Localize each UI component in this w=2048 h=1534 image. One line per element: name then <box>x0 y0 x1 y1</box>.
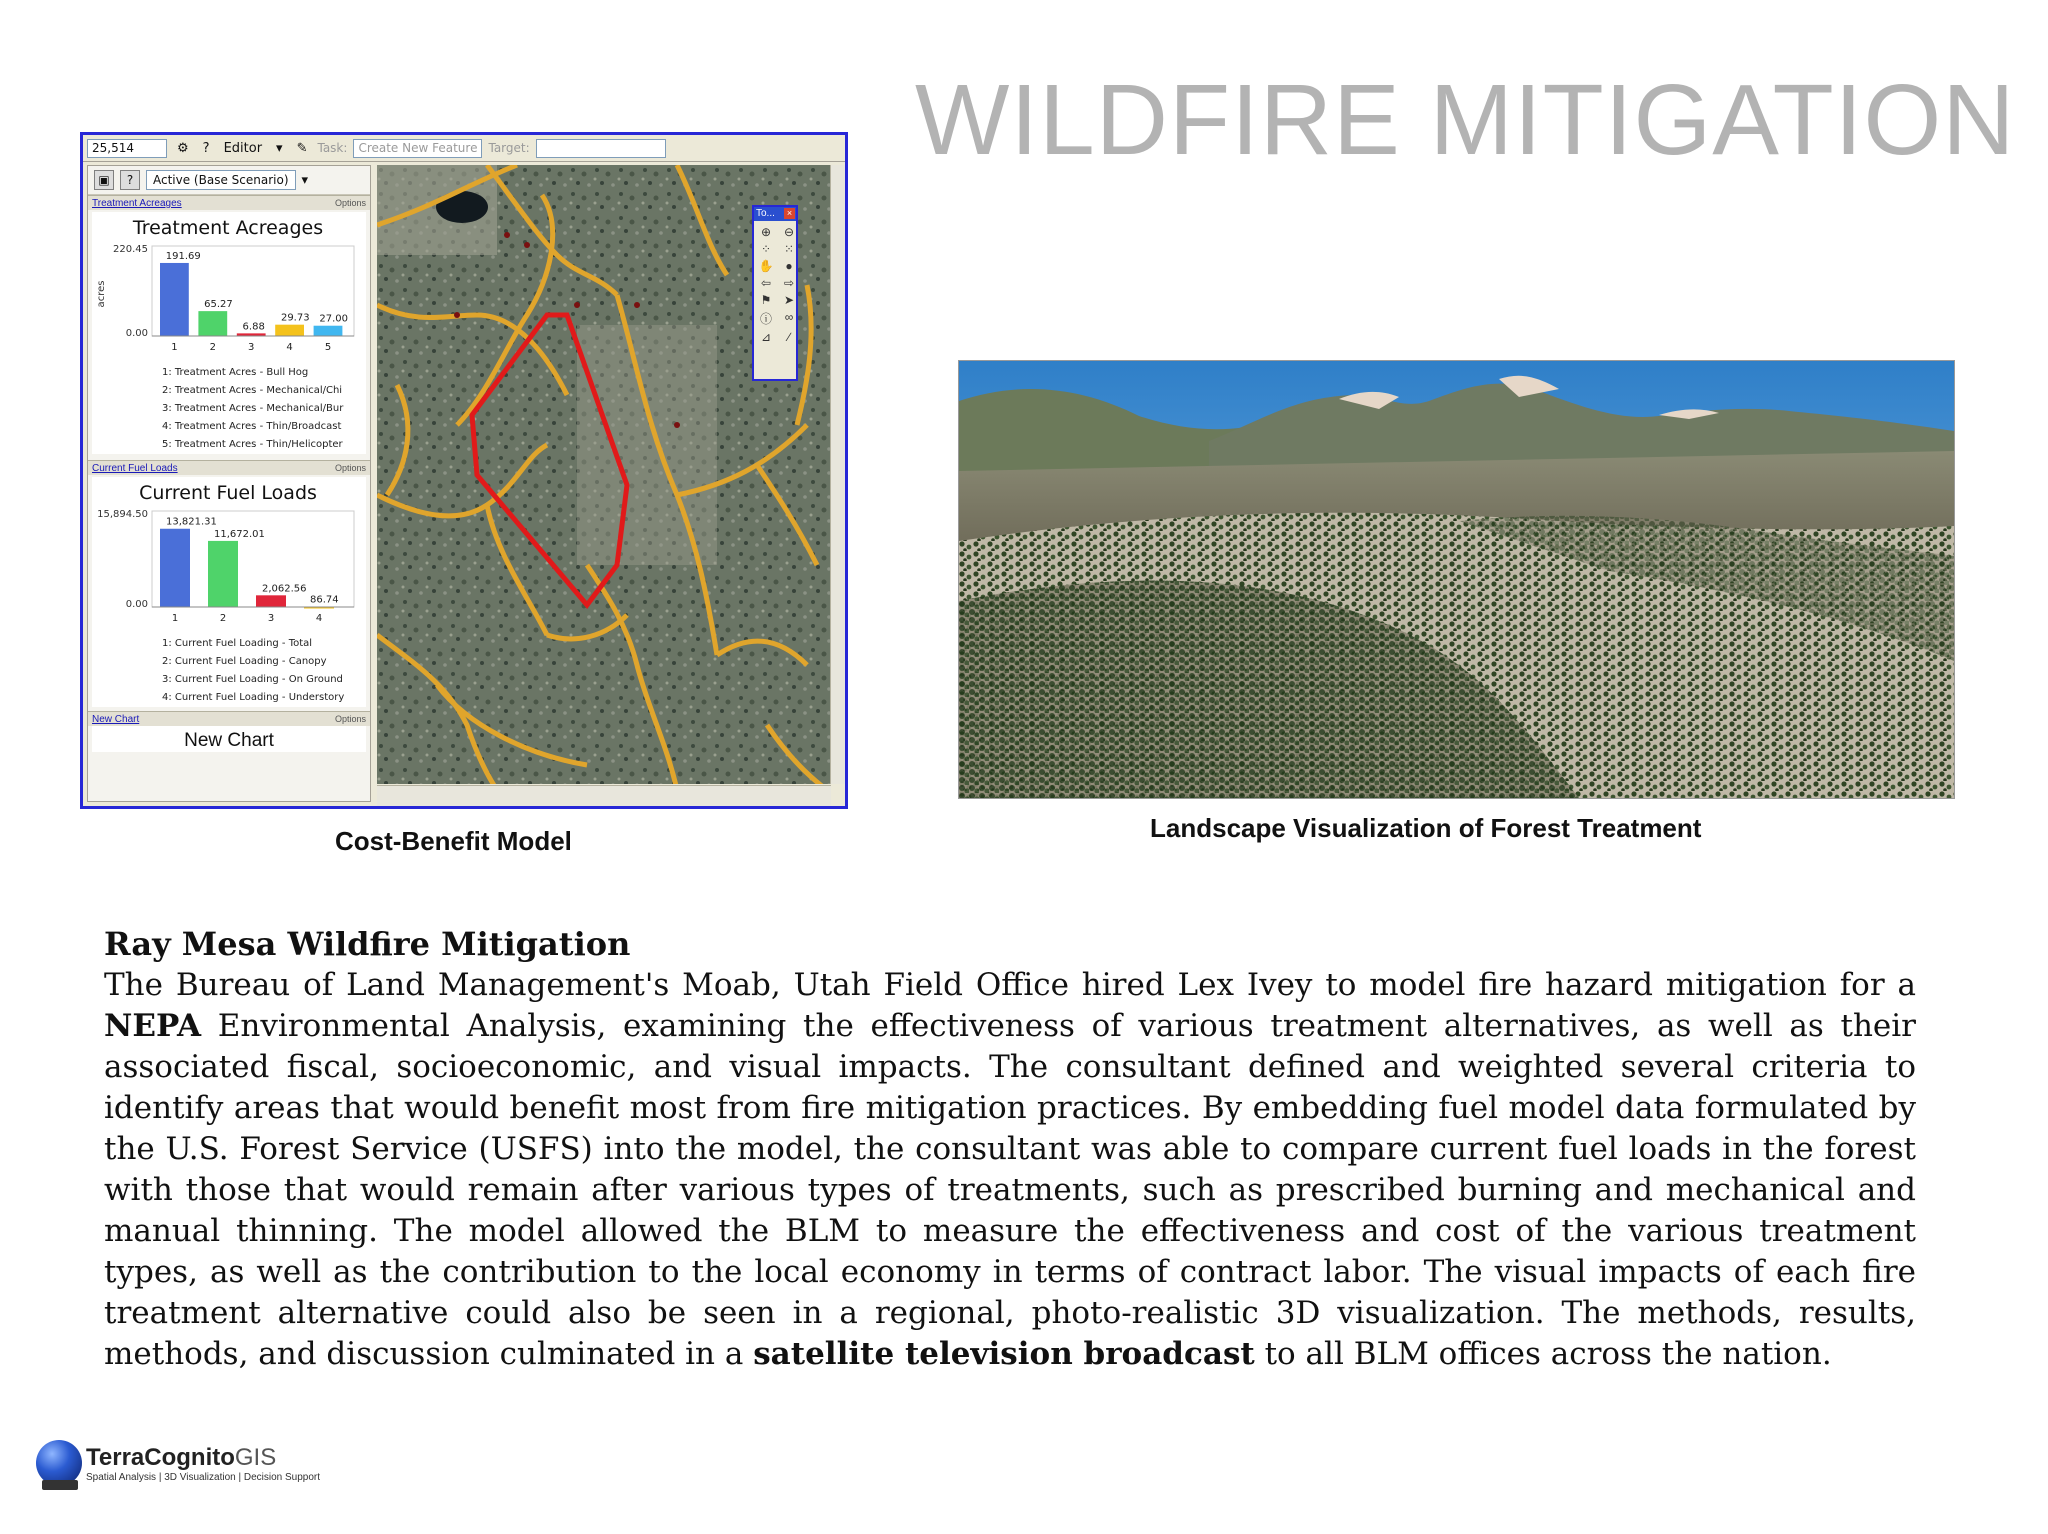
panel-icon: ▣ <box>94 170 114 190</box>
landscape-svg <box>959 361 1954 798</box>
chevron-down-icon: ▾ <box>301 172 309 188</box>
forward-arrow-icon: ⇨ <box>783 276 795 290</box>
landscape-visualization <box>958 360 1955 799</box>
x-tick-label: 3 <box>267 613 275 624</box>
bar-value-label: 11,672.01 <box>214 528 265 540</box>
close-icon: × <box>784 208 795 219</box>
bar <box>198 311 227 336</box>
target-label: Target: <box>488 141 530 155</box>
bar-value-label: 29.73 <box>280 312 310 324</box>
scale-box: 25,514 <box>87 139 167 158</box>
legend-item: 3: Treatment Acres - Mechanical/Bur <box>162 403 344 414</box>
binoculars-icon: ∞ <box>784 310 794 324</box>
measure-icon: ⊿ <box>760 330 772 344</box>
x-tick-label: 2 <box>219 613 227 624</box>
bar <box>208 541 238 607</box>
help-icon: ? <box>202 140 210 156</box>
vertical-scrollbar <box>830 165 845 784</box>
logo-name-bold: TerraCognito <box>86 1444 235 1471</box>
company-logo <box>36 1436 321 1500</box>
fuel-legend <box>92 635 366 707</box>
x-tick-label: 2 <box>209 342 216 353</box>
logo-tagline: Spatial Analysis | 3D Visualization | Decision Support <box>86 1472 321 1483</box>
target-box <box>536 139 666 158</box>
gis-toolbar <box>83 135 845 162</box>
bar <box>160 263 189 336</box>
bar <box>275 325 304 336</box>
pen-icon: ∕ <box>787 330 790 344</box>
back-arrow-icon: ⇦ <box>760 276 772 290</box>
x-tick-label: 5 <box>324 342 332 353</box>
options-label: Options <box>334 714 366 724</box>
map-tools-palette <box>752 205 798 381</box>
y-max-label: 15,894.50 <box>97 509 148 520</box>
page-title: WILDFIRE MITIGATION <box>915 64 2016 176</box>
article-heading: Ray Mesa Wildfire Mitigation <box>104 925 631 963</box>
task-box: Create New Feature <box>353 139 482 158</box>
new-chart-title: New Chart <box>92 726 366 752</box>
treatment-acreages-chart <box>92 212 366 454</box>
legend-item: 4: Treatment Acres - Thin/Broadcast <box>162 421 342 432</box>
tools-title <box>754 207 796 221</box>
section-bar-treatment <box>88 195 370 210</box>
treatment-legend <box>92 364 366 454</box>
tool-grid <box>754 221 796 348</box>
zoom-in-icon: ⊕ <box>760 225 772 239</box>
tool-icon: ⚙ <box>177 140 189 156</box>
fixed-zoom-in-icon: ⁘ <box>760 242 772 256</box>
legend-item: 1: Treatment Acres - Bull Hog <box>162 367 309 378</box>
info-icon: ⓘ <box>759 312 772 326</box>
treatment-acreages-link: Treatment Acreages <box>92 197 182 209</box>
chart-title: Current Fuel Loads <box>139 482 317 504</box>
bar-value-label: 65.27 <box>204 299 233 311</box>
x-tick-label: 1 <box>171 342 178 353</box>
horizontal-scrollbar <box>377 785 831 806</box>
pointer-icon: ➤ <box>783 293 795 307</box>
select-features-icon: ⚑ <box>760 293 772 307</box>
panel-header <box>88 166 370 195</box>
article-body <box>104 965 1916 1375</box>
chart-panel <box>87 165 371 802</box>
help-icon: ? <box>120 170 140 190</box>
options-label: Options <box>334 463 366 473</box>
article <box>104 924 1916 1375</box>
new-chart-link: New Chart <box>92 713 140 725</box>
cost-benefit-screenshot <box>80 132 848 809</box>
body-text: to all BLM offices across the nation. <box>1254 1336 1832 1372</box>
bar-value-label: 13,821.31 <box>166 516 217 528</box>
bar-value-label: 6.88 <box>242 321 265 333</box>
body-text: Environmental Analysis, examining the effectiveness of various treatment alternatives, as well as their associated fiscal, socioeconomic, and visual impacts. The consultant defined and weighted several criteria to identify areas that would benefit most from fire mitigation practices. By embedding fuel model data formulated by the U.S. Forest Service (USFS) into the model, the consultant was able to compare current fuel loads in the forest with those that would remain after various types of treatments, such as prescribed burning and mechanical and manual thinning. The model allowed the BLM to measure the effectiveness and cost of the various treatment types, as well as the contribution to the local economy in terms of contract labor. The visual impacts of each fire treatment alternative could also be seen in a regional, photo-realistic 3D visualization. The methods, results, methods, and discussion culminated in a <box>104 1008 1916 1372</box>
body-bold-nepa: NEPA <box>104 1008 202 1044</box>
section-bar-new-chart <box>88 711 370 726</box>
pan-icon: ✋ <box>758 259 774 273</box>
legend-item: 1: Current Fuel Loading - Total <box>162 638 313 649</box>
body-bold-broadcast: satellite television broadcast <box>753 1336 1255 1372</box>
y-min-label: 0.00 <box>125 599 148 610</box>
editor-menu: Editor <box>223 140 263 156</box>
bar-value-label: 2,062.56 <box>262 583 307 595</box>
y-max-label: 220.45 <box>113 244 148 255</box>
bar-value-label: 86.74 <box>310 594 339 606</box>
logo-base <box>42 1480 78 1490</box>
legend-item: 2: Treatment Acres - Mechanical/Chi <box>162 385 343 396</box>
bar-value-label: 191.69 <box>165 250 201 262</box>
x-tick-label: 3 <box>248 342 255 353</box>
legend-item: 3: Current Fuel Loading - On Ground <box>162 674 343 685</box>
treatment-chart-svg <box>92 212 364 364</box>
options-label: Options <box>334 198 366 208</box>
body-text: The Bureau of Land Management's Moab, Utah Field Office hired Lex Ivey to model fire hazard mitigation for a <box>104 967 1916 1003</box>
legend-item: 4: Current Fuel Loading - Understory <box>162 692 345 703</box>
bar <box>314 326 343 336</box>
bar-value-label: 27.00 <box>319 313 349 325</box>
zoom-out-icon: ⊖ <box>783 225 795 239</box>
logo-name-gis: GIS <box>234 1444 277 1471</box>
left-figure-caption: Cost-Benefit Model <box>335 826 572 856</box>
tools-title-text: To... <box>756 208 775 219</box>
chevron-down-icon: ▾ <box>276 140 283 156</box>
bar <box>160 529 190 607</box>
task-label: Task: <box>317 141 348 155</box>
logo-name <box>86 1444 276 1472</box>
fuel-chart-svg <box>92 477 364 635</box>
bar <box>256 595 286 607</box>
legend-item: 2: Current Fuel Loading - Canopy <box>162 656 327 667</box>
y-min-label: 0.00 <box>125 328 148 339</box>
current-fuel-loads-chart <box>92 477 366 707</box>
y-axis-label: acres <box>96 280 107 308</box>
globe-icon: ● <box>785 259 793 273</box>
right-figure-caption: Landscape Visualization of Forest Treatment <box>1150 813 1702 843</box>
current-fuel-loads-link: Current Fuel Loads <box>92 462 178 474</box>
pencil-icon: ✎ <box>296 140 308 156</box>
x-tick-label: 1 <box>171 613 179 624</box>
fixed-zoom-out-icon: ⁙ <box>783 242 795 256</box>
light-terrain-patch <box>577 325 717 565</box>
legend-item: 5: Treatment Acres - Thin/Helicopter <box>162 439 343 450</box>
chart-title: Treatment Acreages <box>132 217 324 239</box>
x-tick-label: 4 <box>286 342 293 353</box>
section-bar-fuel <box>88 460 370 475</box>
x-tick-label: 4 <box>315 613 323 624</box>
scenario-select: Active (Base Scenario) <box>146 170 296 190</box>
